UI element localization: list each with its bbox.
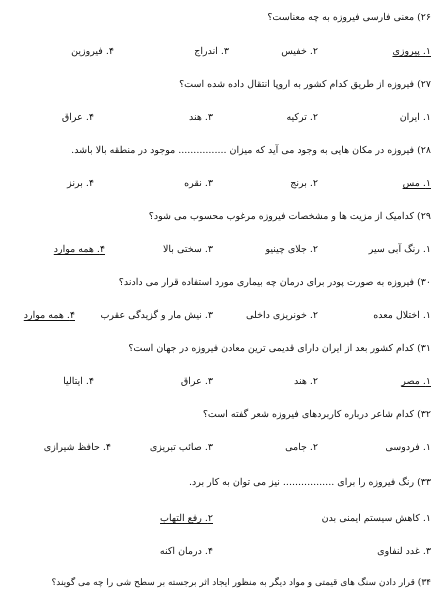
question-33: ۳۳) رنگ فیروزه را برای ................. نیز می توان به کار برد. xyxy=(188,477,431,488)
question-32: ۳۲) کدام شاعر درباره کاربردهای فیروزه شعر گفته است؟ xyxy=(202,409,431,420)
option-29-3: ۳. سختی بالا xyxy=(162,244,213,255)
options-29 xyxy=(0,243,441,257)
option-32-2: ۲. جامی xyxy=(285,442,318,453)
option-32-3: ۳. صائب تبریزی xyxy=(149,442,213,453)
options-26 xyxy=(0,45,441,59)
option-33-2: ۲. رفع التهاب xyxy=(160,513,213,524)
question-27: ۲۷) فیروزه از طریق کدام کشور به اروپا انتقال داده شده است؟ xyxy=(179,79,431,90)
option-32-1: ۱. فردوسی xyxy=(385,442,431,453)
options-27 xyxy=(0,111,441,125)
option-30-4: ۴. همه موارد xyxy=(23,310,75,321)
option-31-3: ۳. عراق xyxy=(180,376,213,387)
question-26: ۲۶) معنی فارسی فیروزه به چه معناست؟ xyxy=(267,12,431,23)
option-29-2: ۲. جلای چینیو xyxy=(265,244,318,255)
question-34: ۳۴) قرار دادن سنگ های قیمتی و مواد دیگر به منظور ایجاد اثر برجسته بر سطح شی را چه می گویند؟ xyxy=(51,578,431,588)
question-29: ۲۹) کدامیک از مزیت ها و مشخصات فیروزه مرغوب محسوب می شود؟ xyxy=(148,211,431,222)
option-27-4: ۴. عراق xyxy=(61,112,94,123)
option-28-3: ۳. نقره xyxy=(184,178,213,189)
option-33-4: ۴. درمان اکنه xyxy=(159,546,213,557)
options-32 xyxy=(0,441,441,455)
option-29-4: ۴. همه موارد xyxy=(53,244,105,255)
options-28 xyxy=(0,177,441,191)
option-30-2: ۲. خونریزی داخلی xyxy=(246,310,318,321)
option-28-2: ۲. برنج xyxy=(290,178,318,189)
options-31 xyxy=(0,375,441,389)
option-28-4: ۴. برنز xyxy=(67,178,94,189)
question-30: ۳۰) فیروزه به صورت پودر برای درمان چه بیماری مورد استفاده قرار می دادند؟ xyxy=(118,277,431,288)
option-27-3: ۳. هند xyxy=(188,112,213,123)
option-26-2: ۲. خفیس xyxy=(281,46,318,57)
option-26-1: ۱. پیروزی xyxy=(392,46,431,57)
options-30 xyxy=(0,309,441,323)
option-26-4: ۴. فیروزین xyxy=(71,46,114,57)
question-28: ۲۸) فیروزه در مکان هایی به وجود می آید که میزان ................ موجود در منطقه بالا باشد. xyxy=(71,145,431,156)
options-33-row1 xyxy=(0,512,441,526)
option-27-2: ۲. ترکیه xyxy=(286,112,318,123)
option-30-1: ۱. اختلال معده xyxy=(373,310,431,321)
option-33-1: ۱. کاهش سیستم ایمنی بدن xyxy=(321,513,431,524)
option-33-3: ۳. غدد لنفاوی xyxy=(377,546,431,557)
option-29-1: ۱. رنگ آبی سیر xyxy=(368,244,431,255)
option-32-4: ۴. حافظ شیرازی xyxy=(43,442,111,453)
option-31-2: ۲. هند xyxy=(293,376,318,387)
option-30-3: ۳. نیش مار و گزیدگی عقرب xyxy=(100,310,213,321)
question-31: ۳۱) کدام کشور بعد از ایران دارای قدیمی ترین معادن فیروزه در جهان است؟ xyxy=(128,343,431,354)
option-31-4: ۴. ایتالیا xyxy=(63,376,94,387)
option-28-1: ۱. مس xyxy=(402,178,431,189)
option-31-1: ۱. مصر xyxy=(401,376,431,387)
option-26-3: ۳. اندراج xyxy=(194,46,229,57)
options-33-row2 xyxy=(0,545,441,559)
option-27-1: ۱. ایران xyxy=(399,112,431,123)
